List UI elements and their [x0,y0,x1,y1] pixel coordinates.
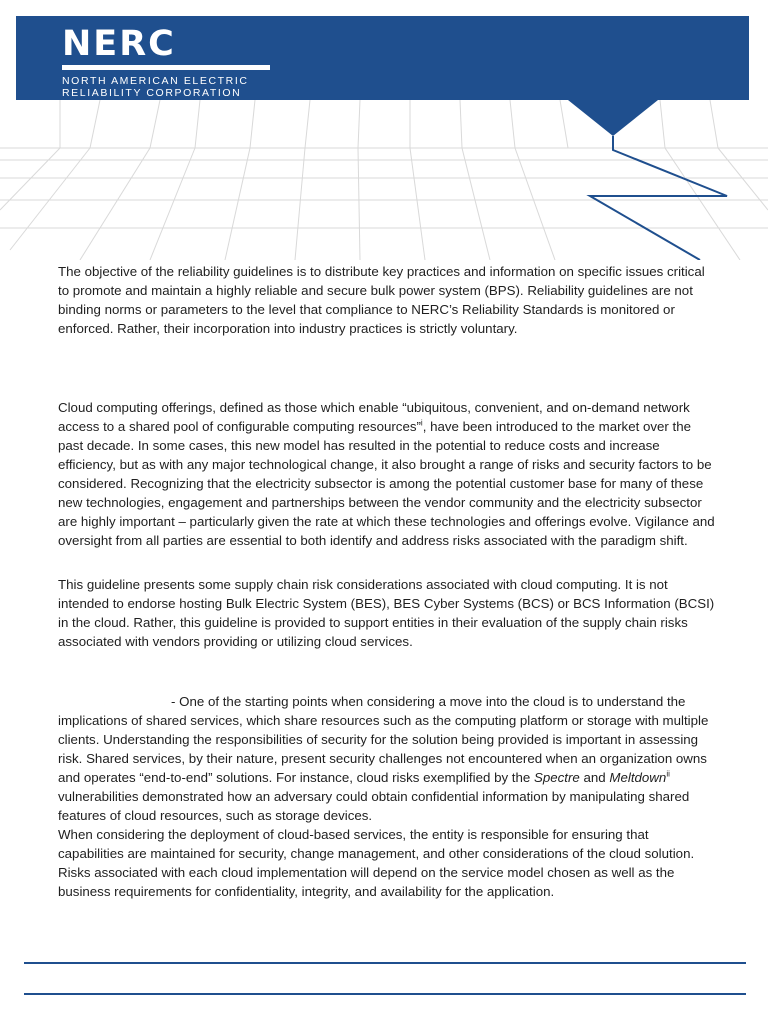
nerc-logo [62,26,272,99]
paragraph-deployment: When considering the deployment of cloud-based services, the entity is responsible for ensuring that capabilities are maintained for security, change management, and other considerations of the cloud solution. Risks associated with each cloud implementation will depend on the service model chosen as well as the business requirements for confidentiality, integrity, and availability for the application. [58,827,695,899]
endnote-ref-ii[interactable]: ii [666,769,670,779]
endnote-ref-i[interactable]: i [420,418,423,428]
header-banner [16,16,749,100]
paragraph-shared-services-part2: vulnerabilities demonstrated how an adversary could obtain confidential information by manipulating shared features of cloud resources, such as storage devices. [58,789,690,823]
conjunction-and: and [579,770,610,785]
logo-bar [62,65,270,70]
logo-subtitle-line1: NORTH AMERICAN ELECTRIC [62,75,249,87]
logo-subtitle-line2: RELIABILITY CORPORATION [62,87,242,99]
term-meltdown: Meltdown [609,770,667,785]
logo-wordmark: NERC [62,24,176,64]
paragraph-objective: The objective of the reliability guidelines is to distribute key practices and information on specific issues critical to promote and maintain a highly reliable and secure bulk power system (BPS). Reliability guidelines are not binding norms or parameters to the level that compliance to NERC’s Reliability Standards is monitored or enforced. Rather, their incorporation into industry practices is strictly voluntary. [58,264,705,336]
paragraph-cloud-computing-part2: , have been introduced to the market over the past decade. In some cases, this new model has resulted in the potential to reduce costs and increase efficiency, but as with any major technological change, it also brought a range of risks and security factors to be considered. Recognizing that the electricity subsector is among the potential customer base for many of these new technologies, engagement and partnerships between the vendor community and the electricity subsector are highly important – particularly given the rate at which these technologies and offerings evolve. Vigilance and oversight from all parties are essential to both identify and address risks associated with the paradigm shift. [58,419,715,548]
paragraph-guideline-scope: This guideline presents some supply chain risk considerations associated with cloud computing. It is not intended to endorse hosting Bulk Electric System (BES), BES Cyber Systems (BCS) or BCS Information (BCSI) in the cloud. Rather, this guideline is provided to support entities in their evaluation of the supply chain risks associated with vendors providing or utilizing cloud services. [58,577,715,649]
term-spectre: Spectre [533,770,580,785]
perspective-grid-graphic [0,100,768,260]
paragraph-shared-services-part1: - One of the starting points when considering a move into the cloud is to understand the implications of shared services, which share resources such as the computing platform or storage with multiple clients. Understanding the responsibilities of security for the solution being provided is important in assessing risk. Shared services, by their nature, present security challenges not encountered when an organization owns and operates “end-to-end” solutions. For instance, cloud risks exemplified by the [58,694,709,785]
footer-rule-top [24,962,746,964]
footer-rule-bottom [24,993,746,995]
paragraph-cloud-computing-part1: Cloud computing offerings, defined as those which enable “ubiquitous, convenient, and on-demand network access to a shared pool of configurable computing resources” [58,400,690,434]
paragraph-shared-services [58,692,718,825]
paragraph-cloud-computing [58,398,718,550]
